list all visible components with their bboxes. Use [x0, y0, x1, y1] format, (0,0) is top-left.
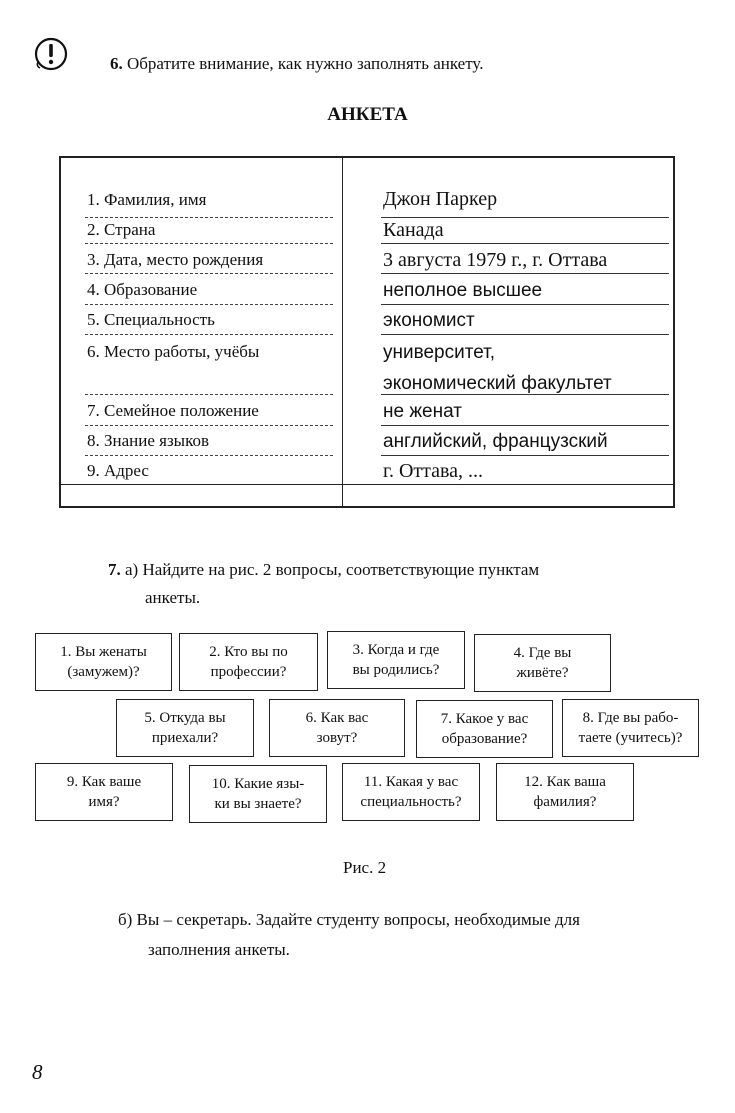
question-text: 5. Откуда вы — [144, 710, 226, 726]
question-box-2 — [179, 633, 318, 691]
question-text: 11. Какая у вас — [363, 774, 459, 790]
question-box-9 — [35, 763, 173, 821]
question-box-11 — [342, 763, 480, 821]
form-answer: неполное высшее — [383, 280, 543, 301]
question-box-4 — [474, 634, 611, 692]
question-text: 10. Какие язы- — [211, 776, 305, 792]
exclamation-circle-icon — [33, 36, 69, 72]
question-text: специальность? — [360, 794, 462, 810]
task-7b-line2: заполнения анкеты. — [148, 940, 290, 959]
task-7b-line1: б) Вы – секретарь. Задайте студенту вопросы, необходимые для — [118, 910, 580, 929]
form-question: 6. Место работы, учёбы — [87, 342, 260, 361]
question-text: зовут? — [316, 730, 358, 746]
question-box-1 — [35, 633, 172, 691]
task-6-number: 6. — [110, 54, 123, 73]
figure-caption: Рис. 2 — [343, 858, 387, 877]
question-text: образование? — [441, 731, 528, 747]
question-text: 3. Когда и где — [352, 642, 440, 658]
question-text: фамилия? — [533, 794, 597, 810]
form-question: 4. Образование — [87, 280, 198, 299]
question-box-10 — [189, 765, 327, 823]
form-answer: г. Оттава, ... — [383, 460, 484, 482]
form-question: 5. Специальность — [87, 310, 215, 329]
form-answer: Канада — [383, 219, 444, 241]
form-answer: Джон Паркер — [383, 188, 498, 210]
question-box-6 — [269, 699, 405, 757]
form-question: 2. Страна — [87, 220, 156, 239]
question-box-7 — [416, 700, 553, 758]
page-number: 8 — [32, 1060, 43, 1084]
column-divider — [342, 158, 343, 506]
task-7b-instruction — [118, 905, 580, 965]
question-text: 6. Как вас — [305, 710, 369, 726]
question-text: 7. Какое у вас — [440, 711, 529, 727]
task-7a-line1: а) Найдите на рис. 2 вопросы, соответствующие пунктам — [125, 560, 540, 579]
question-text: таете (учитесь)? — [578, 730, 683, 746]
form-title: АНКЕТА — [327, 104, 408, 125]
question-text: 12. Как ваша — [524, 774, 606, 790]
task-6-instruction — [110, 54, 483, 74]
form-question: 7. Семейное положение — [87, 401, 259, 420]
question-text: приехали? — [151, 730, 219, 746]
question-text: 4. Где вы — [513, 645, 572, 661]
task-7a-line2: анкеты. — [145, 588, 201, 607]
form-answer: английский, французский — [383, 431, 608, 452]
question-text: (замужем)? — [67, 664, 140, 680]
question-box-12 — [496, 763, 634, 821]
question-text: 1. Вы женаты — [60, 644, 147, 660]
question-box-8 — [562, 699, 699, 757]
task-6-text: Обратите внимание, как нужно заполнять анкету. — [127, 54, 484, 73]
question-text: живёте? — [516, 665, 569, 681]
form-question: 3. Дата, место рождения — [87, 250, 264, 269]
form-answer: экономист — [383, 310, 475, 331]
form-question: 9. Адрес — [87, 461, 149, 480]
form-question: 1. Фамилия, имя — [87, 190, 207, 209]
question-text: 8. Где вы рабо- — [582, 710, 679, 726]
question-box-3 — [327, 631, 465, 689]
question-text: имя? — [88, 794, 120, 810]
form-answer: не женат — [383, 401, 462, 422]
form-question: 8. Знание языков — [87, 431, 210, 450]
task-7-number: 7. — [108, 560, 121, 579]
questionnaire-table — [59, 156, 675, 508]
form-answer-cont: экономический факультет — [383, 373, 612, 394]
question-text: 2. Кто вы по — [209, 644, 288, 660]
question-box-5 — [116, 699, 254, 757]
question-text: ки вы знаете? — [214, 796, 302, 812]
form-answer: 3 августа 1979 г., г. Оттава — [383, 249, 608, 271]
question-text: 9. Как ваше — [66, 774, 142, 790]
question-text: профессии? — [210, 664, 287, 680]
form-answer: университет, — [383, 342, 496, 363]
task-7a-instruction — [108, 556, 539, 612]
question-text: вы родились? — [352, 662, 440, 678]
